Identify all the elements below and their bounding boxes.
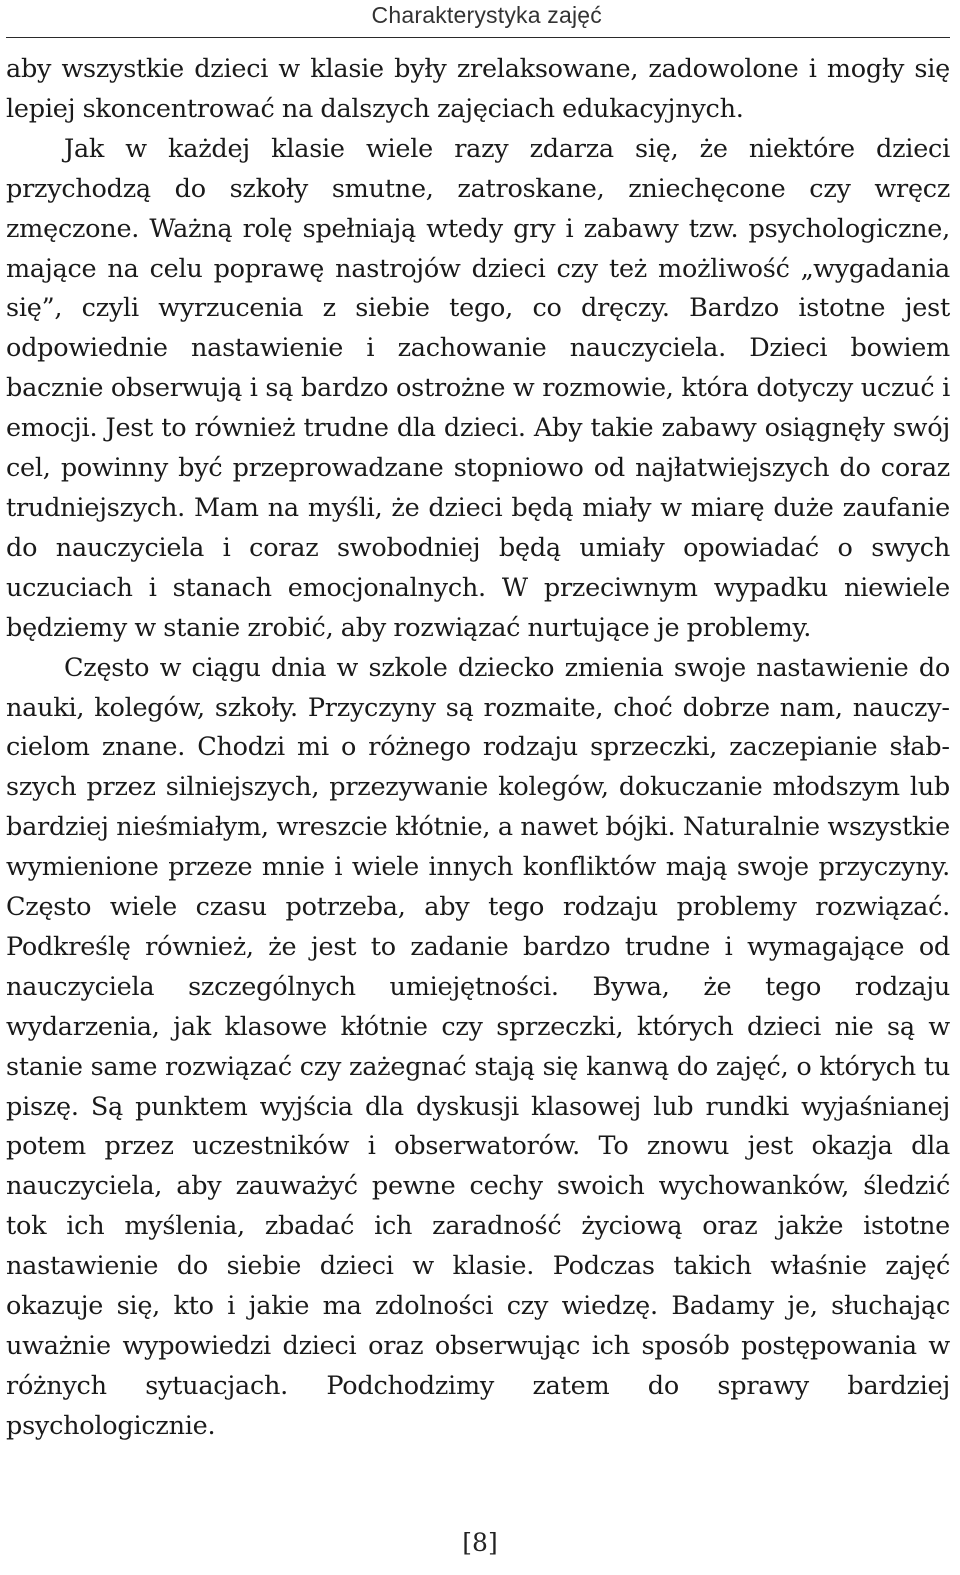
running-header <box>6 0 950 38</box>
page-number: [8] <box>462 1528 498 1557</box>
chapter-title: Charakterystyka zajęć <box>371 2 602 28</box>
paragraph-2: Jak w każdej klasie wiele razy zdarza się, że niektóre dzieci przychodzą do szkoły smutne, zatroskane, zniechęcone czy wręcz zmęczone. Ważną rolę spełniają wtedy gry i zabawy tzw. psychologiczne, mające na celu poprawę nastrojów dzieci czy też możliwość „wygadania się”, czyli wyrzucenia z siebie tego, co dręczy. Bardzo istotne jest odpowiednie nastawienie i zachowanie nauczyciela. Dzieci bowiem bacznie obserwują i są bardzo ostrożne w rozmowie, która dotyczy uczuć i emocji. Jest to również trudne dla dzieci. Aby takie zabawy osiągnęły swój cel, powinny być przeprowadzane stopniowo od najłatwiejszych do coraz trudniejszych. Mam na myśli, że dzieci będą miały w miarę duże zaufanie do nauczyciela i coraz swobodniej będą umiały opowiadać o swych uczuciach i stanach emocjonalnych. W przeciwnym wypadku niewiele będziemy w stanie zrobić, aby rozwiązać nurtujące je problemy. <box>6 133 950 643</box>
paragraph-1: aby wszystkie dzieci w klasie były zrelaksowane, zadowolone i mogły się lepiej skoncentrować na dalszych zajęciach edukacyjnych. <box>6 54 950 124</box>
body-text <box>6 50 950 1447</box>
paragraph-3: Często w ciągu dnia w szkole dziecko zmienia swoje nastawienie do nauki, kolegów, szkoły. Przyczyny są rozmaite, choć dobrze nam, nauczycielom znane. Chodzi mi o różnego rodzaju sprzeczki, zaczepianie słabszych przez silniejszych, przezywanie kolegów, dokuczanie młodszym lub bardziej nieśmiałym, wreszcie kłótnie, a nawet bójki. Naturalnie wszystkie wymienione przeze mnie i wiele innych konfliktów mają swoje przyczyny. Często wiele czasu potrzeba, aby tego rodzaju problemy rozwiązać. Podkreślę również, że jest to zadanie bardzo trudne i wymagające od nauczyciela szczególnych umiejętności. Bywa, że tego rodzaju wydarzenia, jak klasowe kłótnie czy sprzeczki, których dzieci nie są w stanie same rozwiązać czy zażegnać stają się kanwą do zajęć, o których tu piszę. Są punktem wyjścia dla dyskusji klasowej lub rundki wyjaśnianej potem przez uczestników i obserwatorów. To znowu jest okazja dla nauczyciela, aby zauważyć pewne cechy swoich wychowanków, śledzić tok ich myślenia, zbadać ich zaradność życiową oraz jakże istotne nastawienie do siebie dzieci w klasie. Podczas takich właśnie zajęć okazuje się, kto i jakie ma zdolności czy wiedzę. Badamy je, słuchając uważnie wypowiedzi dzieci oraz obserwując ich sposób postępowania w różnych sytuacjach. Podchodzimy zatem do sprawy bardziej psychologicznie. <box>6 652 950 1441</box>
